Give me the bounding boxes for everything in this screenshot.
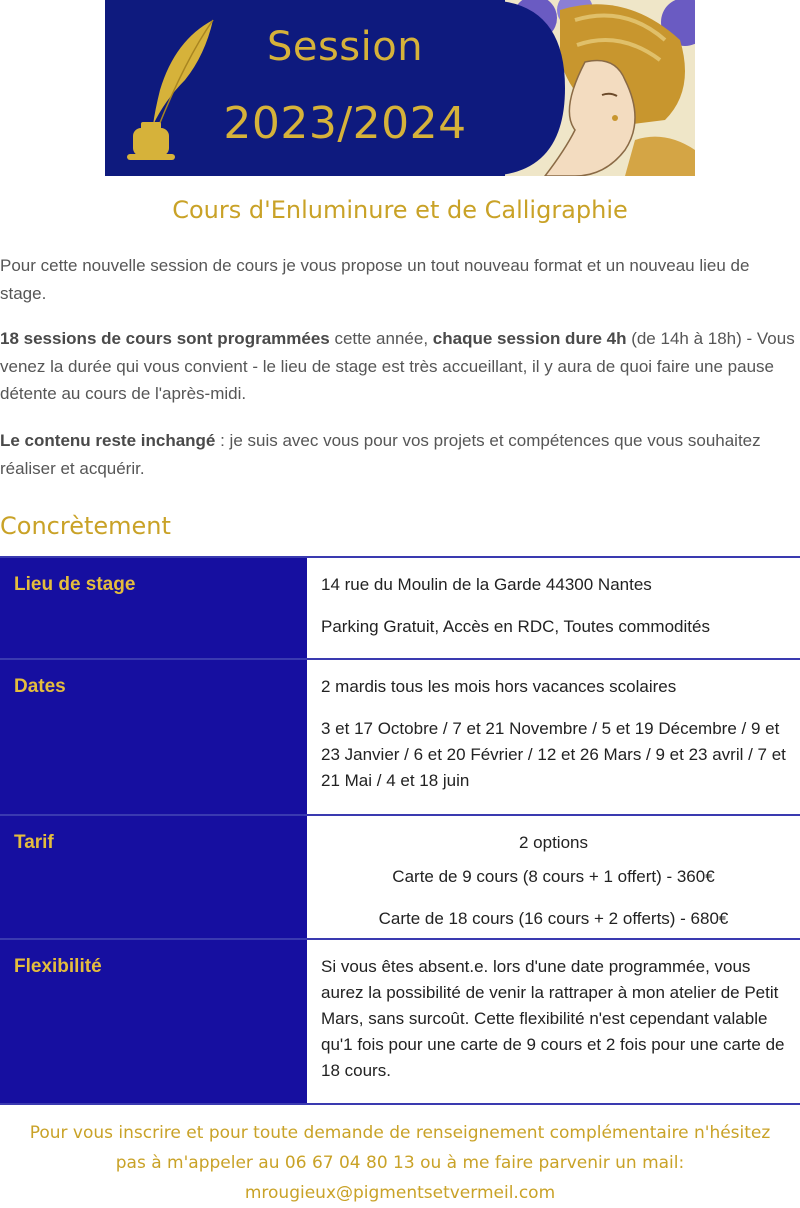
intro-paragraph-1: Pour cette nouvelle session de cours je vous propose un tout nouveau format et un nouveau lieu de stage. [0,256,750,303]
sessions-count-highlight: 18 sessions de cours sont programmées [0,329,330,348]
flexibility-text: Si vous êtes absent.e. lors d'une date programmée, vous aurez la possibilité de venir la rattraper à mon atelier de Petit Mars, sans surcoût. Cette flexibilité n'est cependant valable qu'1 fois pour une carte de 9 cours et 2 fois pour une carte de 18 cours. [321,957,785,1080]
page-title: Cours d'Enluminure et de Calligraphie [172,196,628,224]
row-label: Flexibilité [0,940,307,1103]
options-count-text: 2 options [519,833,588,852]
intro-text: : je suis avec vous pour vos projets et compétences que vous souhaitez réaliser et acquérir. [0,431,761,478]
intro-paragraph-2 [0,325,796,408]
schedule-text: 2 mardis tous les mois hors vacances scolaires [321,677,677,696]
table-row-tarif [0,816,800,940]
table-row-dates [0,660,800,816]
contact-footer [0,1118,800,1208]
intro-paragraph-3 [0,427,796,482]
dates-list-text: 3 et 17 Octobre / 7 et 21 Novembre / 5 et 19 Décembre / 9 et 23 Janvier / 6 et 20 Février / 12 et 26 Mars / 9 et 23 avril / 7 et 21 Mai / 4 et 18 juin [321,719,786,790]
amenities-text: Parking Gratuit, Accès en RDC, Toutes commodités [321,617,710,636]
row-value [307,660,800,814]
address-text: 14 rue du Moulin de la Garde 44300 Nantes [321,575,652,594]
row-value [307,558,800,658]
footer-line-2: pas à m'appeler au 06 67 04 80 13 ou à me faire parvenir un mail: [115,1153,685,1173]
row-value [307,940,800,1103]
content-highlight: Le contenu reste inchangé [0,431,216,450]
row-label: Dates [0,660,307,814]
row-label: Tarif [0,816,307,938]
session-duration-highlight: chaque session dure 4h [432,329,627,348]
session-banner [105,0,695,176]
row-value [307,816,800,938]
intro-text: (de 14h à 18h) - Vous venez la durée qui vous convient - le lieu de stage est très accueillant, il y aura de quoi faire une pause détente au cours de l'après-midi. [0,329,795,403]
intro-text: cette année, [329,329,433,348]
table-row-flexibilite [0,940,800,1105]
footer-line-1: Pour vous inscrire et pour toute demande de renseignement complémentaire n'hésitez [29,1123,771,1143]
banner-title-year: 2023/2024 [223,98,467,149]
table-row-lieu [0,556,800,660]
email-link[interactable]: mrougieux@pigmentsetvermeil.com [244,1183,556,1203]
price-option-2: Carte de 18 cours (16 cours + 2 offerts) - 680€ [378,909,729,928]
banner-title-session: Session [266,24,424,70]
price-option-1: Carte de 9 cours (8 cours + 1 offert) - 360€ [392,867,715,886]
info-table [0,556,800,1105]
row-label: Lieu de stage [0,558,307,658]
section-heading: Concrètement [0,512,171,540]
